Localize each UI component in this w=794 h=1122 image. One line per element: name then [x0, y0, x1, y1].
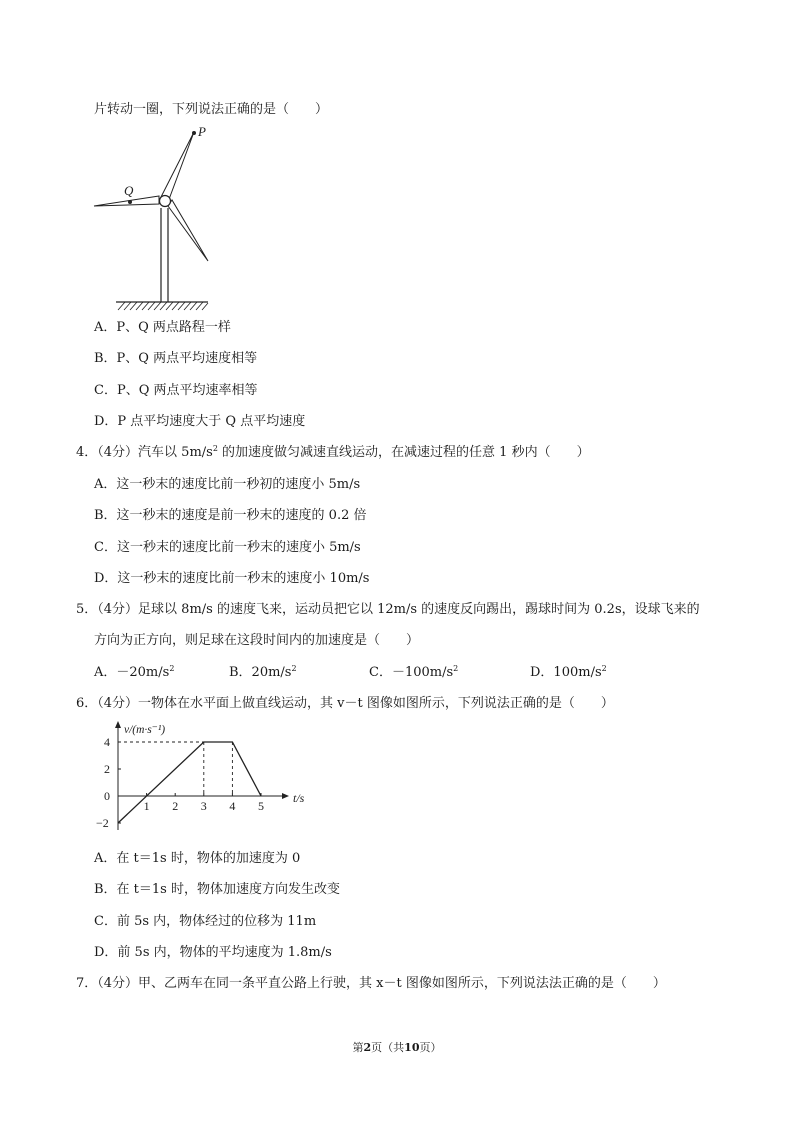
q6-option-a: A．在 t＝1s 时，物体的加速度为 0 — [94, 851, 301, 866]
vt-chart — [88, 718, 328, 836]
q4-stem: 4．（4分）汽车以 $5m/s^2$ 的加速度做匀减速直线运动，在减速过程的任意 1 秒内（ ） — [76, 444, 590, 460]
y-tick-label: 4 — [104, 735, 110, 749]
q5-option-c: C．$-100m/s^2$ — [369, 664, 459, 680]
q4-option-b: B．这一秒末的速度是前一秒末的速度的 0.2 倍 — [94, 508, 367, 523]
q5-stem-line1: 5．（4分）足球以 8m/s 的速度飞来，运动员把它以 12m/s 的速度反向踢出，踢球时间为 0.2s，设球飞来的 — [76, 602, 700, 617]
windmill-figure — [88, 120, 238, 315]
q4-option-a: A．这一秒末的速度比前一秒初的速度小 5m/s — [94, 477, 361, 492]
q4-option-d: D．这一秒末的速度比前一秒末的速度小 10m/s — [94, 571, 370, 586]
q5-stem-line2: 方向为正方向，则足球在这段时间内的加速度是（ ） — [94, 633, 420, 648]
y-tick-label: 2 — [104, 762, 110, 776]
y-tick-label: −2 — [96, 816, 109, 830]
y-tick-label: 0 — [104, 789, 110, 803]
x-axis-label: t/s — [293, 791, 305, 805]
q3-option-c: C．P、Q 两点平均速率相等 — [94, 383, 258, 398]
blade-lower — [168, 200, 208, 261]
q6-option-d: D．前 5s 内，物体的平均速度为 1.8m/s — [94, 945, 332, 960]
x-tick-label: 1 — [143, 799, 150, 813]
y-axis-label: v/(m·s⁻¹) — [124, 724, 166, 736]
label-p: P — [198, 124, 206, 139]
q6-option-c: C．前 5s 内，物体经过的位移为 11m — [94, 914, 317, 929]
hub — [160, 196, 171, 207]
x-tick-label: 2 — [172, 799, 179, 813]
q5-option-b: B．$20m/s^2$ — [229, 664, 297, 680]
point-p — [192, 131, 196, 135]
x-tick-label: 3 — [200, 799, 207, 813]
q3-stem-tail: 片转动一圈，下列说法正确的是（ ） — [94, 102, 329, 117]
q3-option-d: D．P 点平均速度大于 Q 点平均速度 — [94, 414, 306, 429]
page-footer: 第2页（共10页） — [352, 1041, 442, 1054]
q5-option-a: A．$-20m/s^2$ — [94, 664, 175, 680]
q6-stem: 6．（4分）一物体在水平面上做直线运动，其 v－t 图像如图所示，下列说法正确的是（ ） — [76, 696, 614, 711]
q5-option-d: D．$100m/s^2$ — [530, 664, 607, 680]
blade-p — [160, 132, 194, 202]
q4-option-c: C．这一秒末的速度比前一秒末的速度小 5m/s — [94, 540, 361, 555]
q6-option-b: B．在 t＝1s 时，物体加速度方向发生改变 — [94, 882, 340, 897]
x-tick-label: 5 — [258, 799, 264, 813]
label-q: Q — [124, 183, 134, 198]
point-q — [128, 200, 132, 204]
q3-option-b: B．P、Q 两点平均速度相等 — [94, 351, 258, 366]
x-tick-label: 4 — [229, 799, 236, 813]
vt-series-line — [118, 742, 261, 823]
q3-option-a: A．P、Q 两点路程一样 — [94, 320, 231, 335]
q7-stem: 7．（4分）甲、乙两车在同一条平直公路上行驶，其 x－t 图像如图所示，下列说法法正确的是（ ） — [76, 976, 666, 991]
